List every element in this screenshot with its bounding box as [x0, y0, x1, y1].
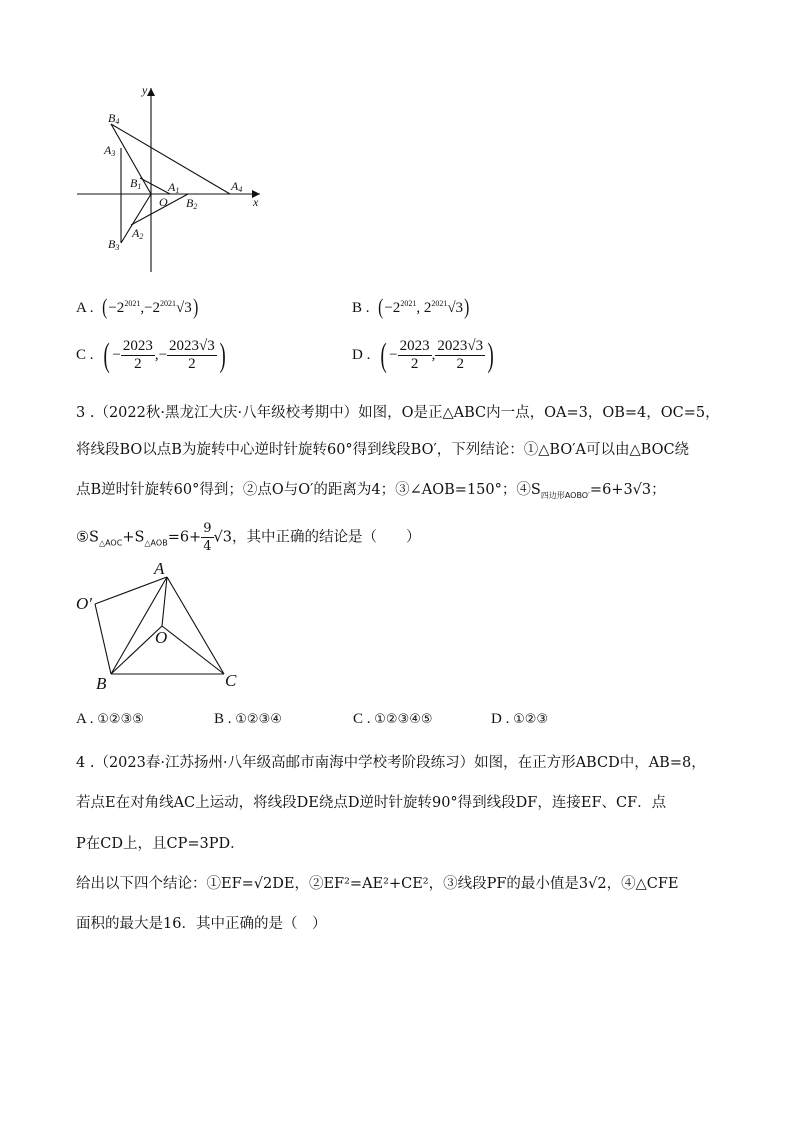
q4-line-2: 若点E在对角线AC上运动，将线段DE绕点D逆时针旋转90°得到线段DF，连接EF、CF．点: [76, 795, 667, 811]
q3-option-b[interactable]: B . ①②③④: [214, 711, 282, 727]
q3-number: 3: [76, 405, 86, 421]
coordinate-figure: [70, 80, 270, 275]
x-axis-label: x: [253, 195, 259, 209]
label-c: C: [225, 671, 237, 690]
y-arrow-icon: [147, 88, 155, 96]
label-a1: A1: [168, 180, 180, 195]
label-b: B: [96, 674, 107, 693]
q3-source: （2022秋·黑龙江大庆·八年级校考期中）: [94, 405, 359, 421]
q4-number: 4: [76, 755, 86, 771]
label-o-prime: O′: [76, 594, 92, 613]
q3-line-3: 点B逆时针旋转60°得到；②点O与O′的距离为4；③∠AOB=150°；$④S_{四边形AOBO'}=6+3√3$；: [76, 482, 666, 500]
q3-option-d[interactable]: D . ①②③: [491, 711, 549, 727]
q4-line-1: 4 .（2023春·江苏扬州·八年级高邮市南海中学校考阶段练习）如图，在正方形ABCD中，AB=8，: [76, 755, 706, 771]
q2-option-d[interactable]: D . ( − $\frac{2023}{2}$ , $\frac{2023√3}{2}$ ): [352, 336, 494, 374]
y-axis-label: y: [142, 83, 148, 97]
label-a2: A2: [132, 226, 144, 241]
label-a4: A4: [231, 179, 243, 194]
label-a: A: [154, 559, 165, 578]
label-b1: B1: [130, 176, 142, 191]
q3-line-4: $⑤S_{\triangle AOC}+S_{\triangle AOB}=6+$ $\frac{9}{4}$ √3，其中正确的结论是（ ）: [76, 521, 421, 554]
q4-line-3: P在CD上，且CP=3PD．: [76, 836, 245, 852]
label-b3: B3: [108, 237, 120, 252]
q2-option-c[interactable]: C . ( − $\frac{2023}{2}$ ,− $\frac{2023√3}{2}$ ): [76, 336, 226, 374]
q4-line-4: 给出以下四个结论：①EF=√2DE，②EF²=AE²+CE²，③线段PF的最小值是3√2，④△CFE: [76, 876, 679, 892]
q3-line-1: 3 .（2022秋·黑龙江大庆·八年级校考期中）如图，O是正△ABC内一点，OA=3，OB=4，OC=5，: [76, 405, 720, 421]
q2-option-b[interactable]: B . ($-2^{2021}$, $2^{2021}√3$): [352, 294, 470, 319]
q4-line-5: 面积的最大是16．其中正确的是（ ）: [76, 916, 327, 932]
q3-option-c[interactable]: C . ①②③④⑤: [353, 711, 433, 727]
label-a3: A3: [104, 143, 116, 158]
label-b4: B4: [108, 111, 120, 126]
label-o: O: [155, 628, 168, 647]
label-b2: B2: [186, 196, 198, 211]
q3-option-a[interactable]: A . ①②③⑤: [76, 711, 144, 727]
q2-option-a[interactable]: A . $(-2^{2021},-2^{2021}√3)$: [76, 294, 198, 319]
label-o: O: [159, 195, 168, 209]
q3-line-2: 将线段BO以点B为旋转中心逆时针旋转60°得到线段BO′，下列结论：①△BO′A可以由△BOC绕: [76, 442, 690, 458]
q4-source: （2023春·江苏扬州·八年级高邮市南海中学校考阶段练习）: [94, 755, 475, 771]
triangle-figure: [70, 555, 270, 695]
